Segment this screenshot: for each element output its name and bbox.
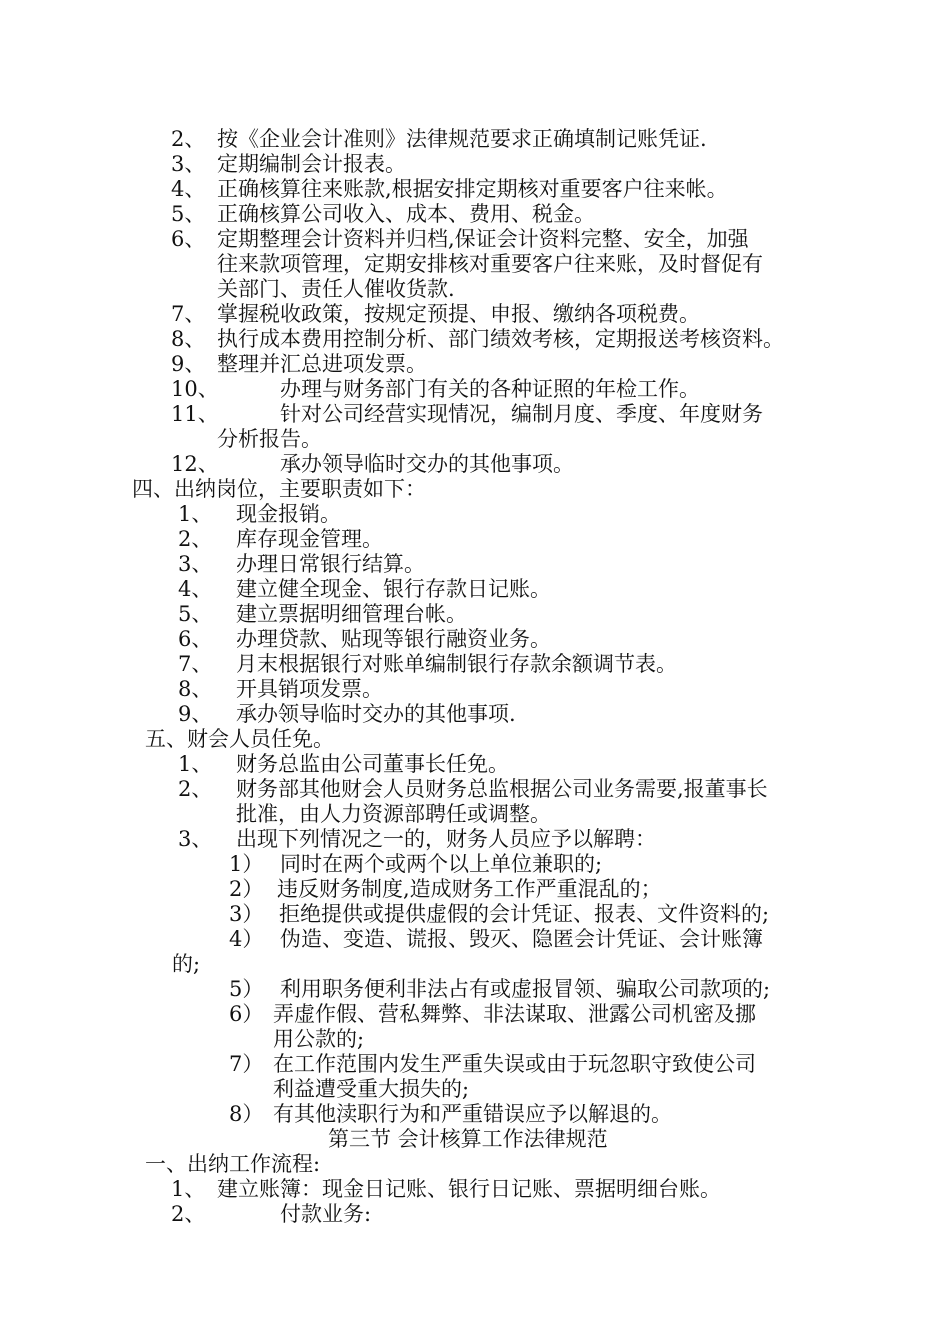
sub-list-number: 5）: [229, 977, 264, 1001]
list-item-text: 现金报销。: [236, 502, 341, 526]
list-number: 4、: [171, 177, 206, 201]
sub-list-item-text: 违反财务制度,造成财务工作严重混乱的；: [277, 877, 662, 901]
list-number: 3、: [178, 827, 213, 851]
list-number: 9、: [178, 702, 213, 726]
sub-list-number: 4）: [229, 927, 264, 951]
sub-list-number: 7）: [229, 1052, 264, 1076]
list-number: 1、: [178, 752, 213, 776]
list-item-text: 分析报告。: [217, 427, 322, 451]
sub-list-item-text: 拒绝提供或提供虚假的会计凭证、报表、文件资料的;: [279, 902, 770, 926]
list-item-text: 办理贷款、贴现等银行融资业务。: [236, 627, 551, 651]
list-number: 5、: [178, 602, 213, 626]
list-number: 10、: [171, 377, 219, 401]
list-number: 1、: [178, 502, 213, 526]
list-item-text: 正确核算公司收入、成本、费用、税金。: [217, 202, 595, 226]
list-item-text: 执行成本费用控制分析、部门绩效考核，定期报送考核资料。: [217, 327, 784, 351]
sub-list-number: 1）: [229, 852, 264, 876]
section-heading: 四、出纳岗位，主要职责如下：: [132, 477, 426, 501]
list-item-text: 定期整理会计资料并归档,保证会计资料完整、安全，加强: [217, 227, 749, 251]
list-number: 6、: [171, 227, 206, 251]
list-number: 2、: [171, 127, 206, 151]
list-number: 4、: [178, 577, 213, 601]
list-number: 3、: [171, 152, 206, 176]
list-item-text: 付款业务:: [280, 1202, 372, 1226]
list-item-text: 建立票据明细管理台帐。: [236, 602, 467, 626]
list-item-text: 正确核算往来账款,根据安排定期核对重要客户往来帐。: [217, 177, 728, 201]
list-number: 2、: [178, 777, 213, 801]
sub-list-item-text: 用公款的;: [273, 1027, 365, 1051]
sub-list-item-text: 在工作范围内发生严重失误或由于玩忽职守致使公司: [273, 1052, 756, 1076]
list-number: 3、: [178, 552, 213, 576]
list-item-text: 建立健全现金、银行存款日记账。: [236, 577, 551, 601]
list-item-text: 出现下列情况之一的，财务人员应予以解聘：: [236, 827, 656, 851]
list-item-text: 办理日常银行结算。: [236, 552, 425, 576]
list-number: 7、: [171, 302, 206, 326]
list-item-text: 定期编制会计报表。: [217, 152, 406, 176]
sub-list-item-text: 利益遭受重大损失的;: [273, 1077, 470, 1101]
sub-list-item-text: 弄虚作假、营私舞弊、非法谋取、泄露公司机密及挪: [273, 1002, 756, 1026]
list-number: 2、: [171, 1202, 206, 1226]
list-item-text: 批准，由人力资源部聘任或调整。: [236, 802, 551, 826]
list-item-text: 库存现金管理。: [236, 527, 383, 551]
list-item-text: 承办领导临时交办的其他事项.: [236, 702, 516, 726]
list-item-text: 整理并汇总进项发票。: [217, 352, 427, 376]
list-number: 9、: [171, 352, 206, 376]
list-item-text: 往来款项管理，定期安排核对重要客户往来账，及时督促有: [217, 252, 763, 276]
list-number: 8、: [178, 677, 213, 701]
list-number: 5、: [171, 202, 206, 226]
list-number: 2、: [178, 527, 213, 551]
sub-list-item-text: 利用职务便利非法占有或虚报冒领、骗取公司款项的;: [280, 977, 771, 1001]
sub-list-number: 8）: [229, 1102, 264, 1126]
list-item-text: 针对公司经营实现情况，编制月度、季度、年度财务: [280, 402, 763, 426]
list-number: 12、: [171, 452, 219, 476]
list-number: 7、: [178, 652, 213, 676]
list-item-text: 关部门、责任人催收货款.: [217, 277, 455, 301]
list-number: 8、: [171, 327, 206, 351]
list-item-text: 按《企业会计准则》法律规范要求正确填制记账凭证.: [217, 127, 707, 151]
list-item-text: 开具销项发票。: [236, 677, 383, 701]
sub-list-number: 3）: [229, 902, 264, 926]
sub-list-item-text: 有其他渎职行为和严重错误应予以解退的。: [273, 1102, 672, 1126]
list-item-text: 建立账簿：现金日记账、银行日记账、票据明细台账。: [217, 1177, 721, 1201]
sub-list-number: 2）: [229, 877, 264, 901]
list-number: 6、: [178, 627, 213, 651]
chapter-title: 第三节 会计核算工作法律规范: [328, 1127, 608, 1151]
section-heading: 一、出纳工作流程:: [145, 1152, 321, 1176]
list-item-text: 月末根据银行对账单编制银行存款余额调节表。: [236, 652, 677, 676]
list-item-text: 财务部其他财会人员财务总监根据公司业务需要,报董事长: [236, 777, 768, 801]
list-item-text: 承办领导临时交办的其他事项。: [280, 452, 574, 476]
list-item-text: 办理与财务部门有关的各种证照的年检工作。: [280, 377, 700, 401]
list-item-text: 掌握税收政策，按规定预提、申报、缴纳各项税费。: [217, 302, 700, 326]
sub-list-number: 6）: [229, 1002, 264, 1026]
sub-list-item-text: 的;: [172, 952, 201, 976]
list-item-text: 财务总监由公司董事长任免。: [236, 752, 509, 776]
sub-list-item-text: 伪造、变造、谎报、毁灭、隐匿会计凭证、会计账簿: [280, 927, 763, 951]
sub-list-item-text: 同时在两个或两个以上单位兼职的;: [280, 852, 603, 876]
section-heading: 五、财会人员任免。: [145, 727, 334, 751]
list-number: 1、: [171, 1177, 206, 1201]
list-number: 11、: [171, 402, 219, 426]
